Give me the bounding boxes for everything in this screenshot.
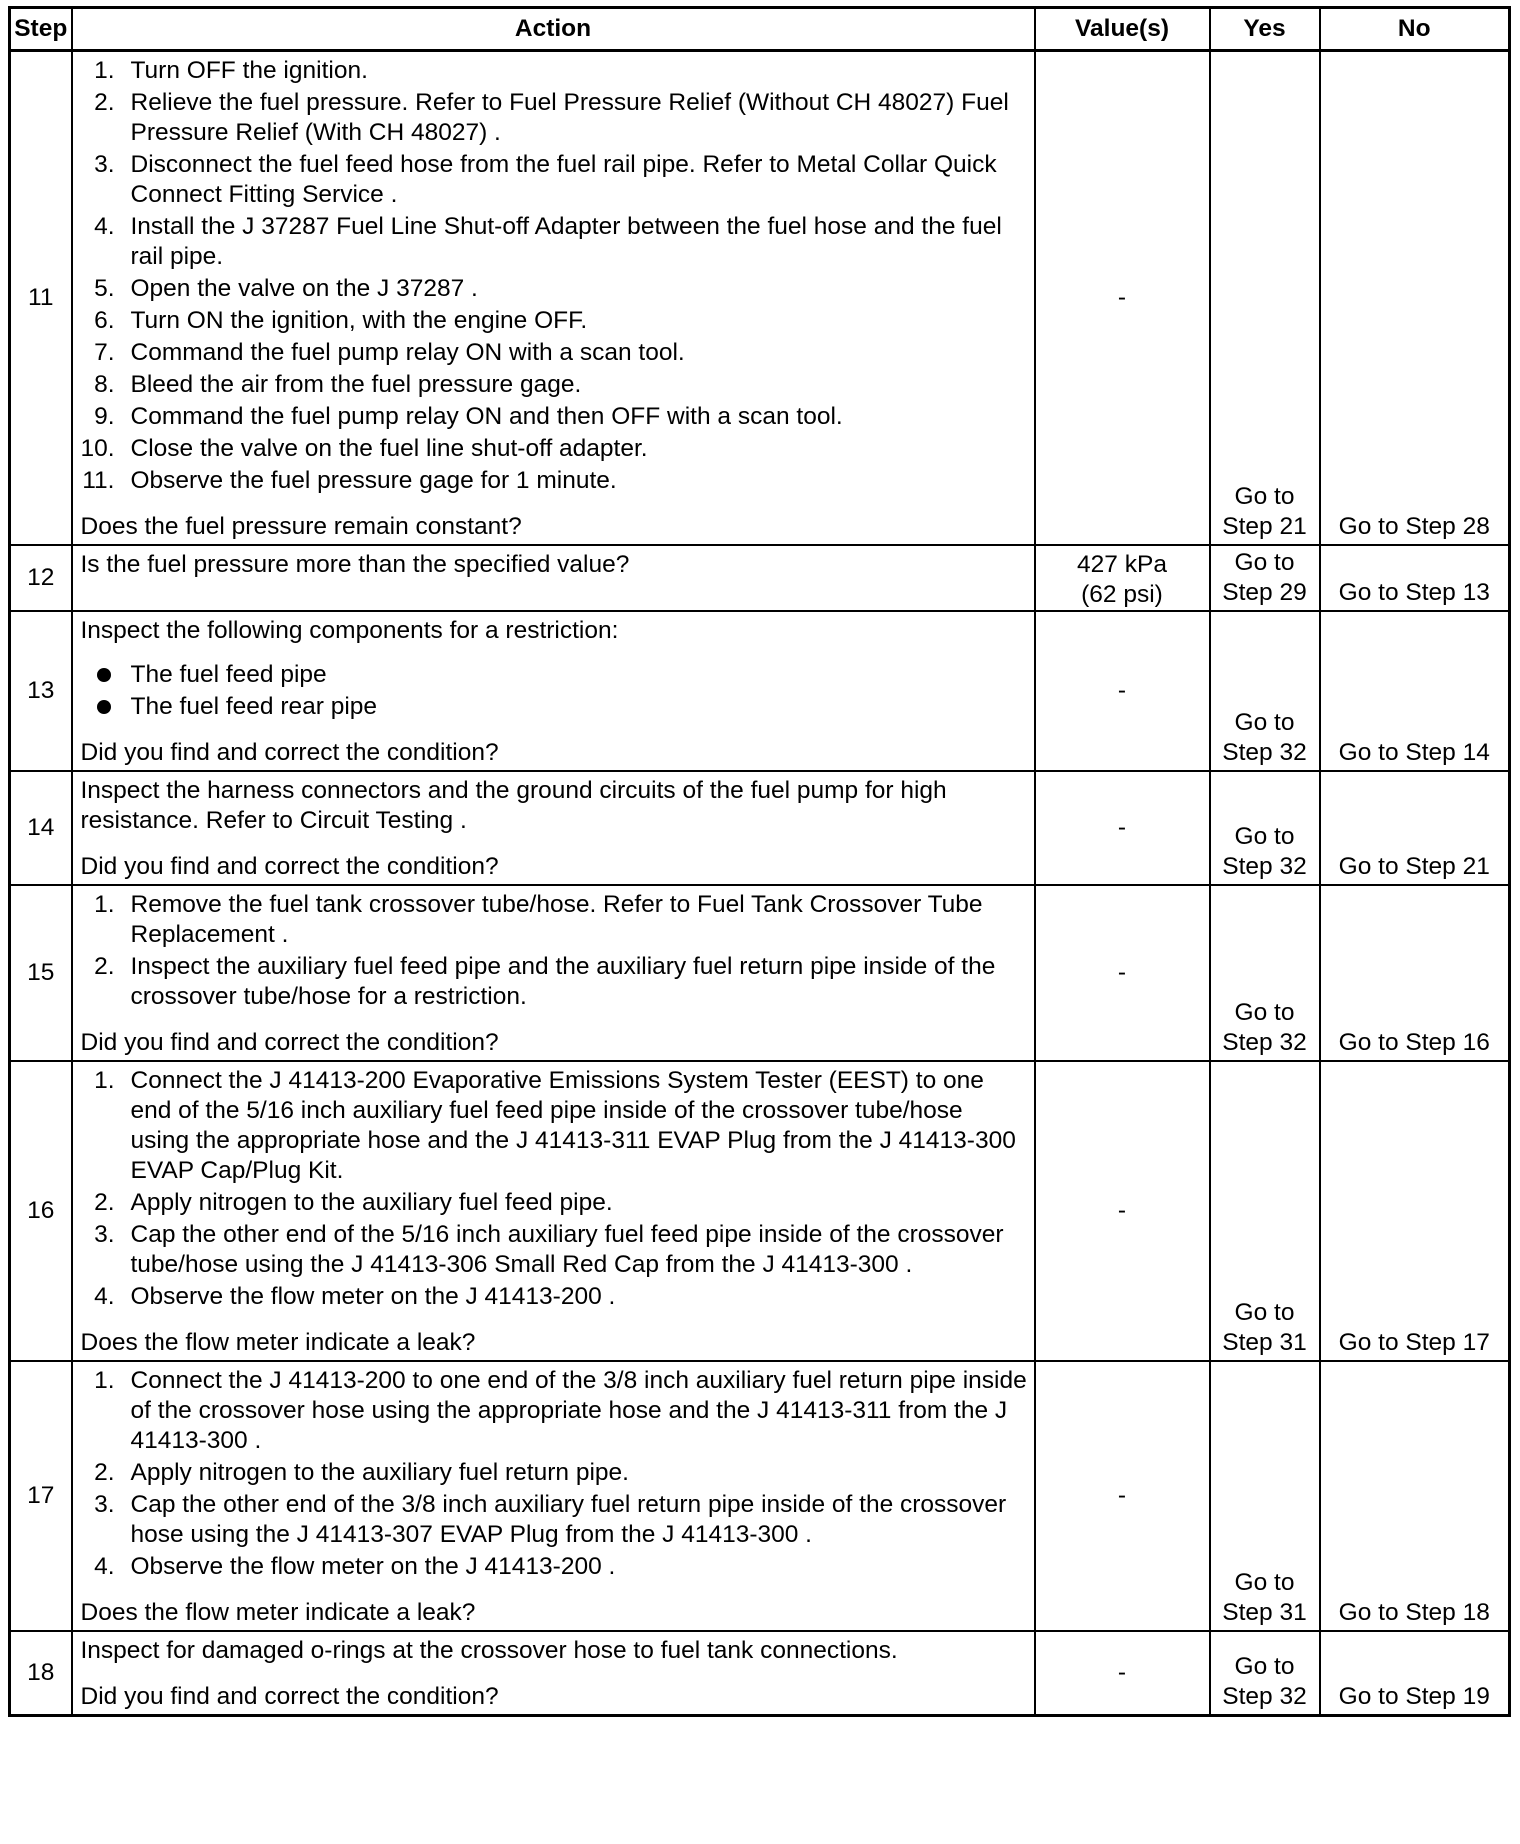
action-cell [72,1631,1035,1716]
table-row [10,771,1510,885]
bullet-icon [97,700,111,714]
question-text: Does the flow meter indicate a leak? [80,1329,476,1356]
step-list [81,1066,1028,1312]
list-item: 4. Install the J 37287 Fuel Line Shut-off Adapter between the fuel hose and the fuel rail pipe. [94,213,1002,270]
yes-cell: Go to Step 31 [1210,1361,1320,1631]
question-text: Is the fuel pressure more than the specified value? [80,551,630,578]
value-cell: - [1035,51,1210,546]
question-text: Did you find and correct the condition? [80,739,499,766]
action-cell [72,1361,1035,1631]
question-text: Did you find and correct the condition? [80,1683,499,1710]
diagnostic-table [8,6,1511,1717]
list-item: 4. Observe the flow meter on the J 41413-200 . [94,1283,616,1310]
question-text: Did you find and correct the condition? [80,1029,499,1056]
intro-text: Inspect for damaged o-rings at the crossover hose to fuel tank connections. [80,1637,898,1664]
yes-cell: Go to Step 32 [1210,611,1320,771]
list-item: 1. Connect the J 41413-200 Evaporative Emissions System Tester (EEST) to one end of the 5/16 inch auxiliary fuel feed pipe inside of the crossover tube/hose using the appropriate hose and the J 41413-311 EVAP Plug from the J 41413-300 EVAP Cap/Plug Kit. [94,1067,1016,1184]
no-cell: Go to Step 14 [1320,611,1510,771]
no-cell: Go to Step 17 [1320,1061,1510,1361]
bullet-icon [97,668,111,682]
value-cell: - [1035,611,1210,771]
question-text: Did you find and correct the condition? [80,853,499,880]
list-item: 3. Cap the other end of the 5/16 inch auxiliary fuel feed pipe inside of the crossover tube/hose using the J 41413-306 Small Red Cap from the J 41413-300 . [94,1221,1004,1278]
yes-cell: Go to Step 29 [1210,545,1320,611]
question-text: Does the flow meter indicate a leak? [80,1599,476,1626]
action-cell [72,611,1035,771]
value-cell: - [1035,771,1210,885]
action-cell [72,545,1035,611]
list-item: 1. Connect the J 41413-200 to one end of the 3/8 inch auxiliary fuel return pipe inside of the crossover hose using the appropriate hose and the J 41413-311 from the J 41413-300 . [94,1367,1027,1454]
list-item: 2. Apply nitrogen to the auxiliary fuel feed pipe. [94,1189,613,1216]
action-cell [72,1061,1035,1361]
intro-text: Inspect the following components for a restriction: [80,617,619,644]
step-list [81,890,1028,1012]
question-text: Does the fuel pressure remain constant? [80,513,522,540]
value-cell: - [1035,1061,1210,1361]
list-item: The fuel feed pipe [81,660,1028,690]
table-row [10,545,1510,611]
step-list [81,1366,1028,1582]
table-row [10,1061,1510,1361]
list-item: 3. Cap the other end of the 3/8 inch auxiliary fuel return pipe inside of the crossover hose using the J 41413-307 EVAP Plug from the J 41413-300 . [94,1491,1007,1548]
bullet-list [81,660,1028,722]
diagnostic-table-page [8,6,1508,1717]
intro-text: Inspect the harness connectors and the ground circuits of the fuel pump for high resistance. Refer to Circuit Testing . [80,777,947,834]
no-cell: Go to Step 13 [1320,545,1510,611]
header-step: Step [10,8,72,51]
step-number: 13 [10,611,72,771]
value-cell: - [1035,1631,1210,1716]
table-row [10,1631,1510,1716]
no-cell: Go to Step 16 [1320,885,1510,1061]
list-item: 9. Command the fuel pump relay ON and then OFF with a scan tool. [94,403,843,430]
list-item: The fuel feed rear pipe [81,692,1028,722]
step-number: 16 [10,1061,72,1361]
no-cell: Go to Step 28 [1320,51,1510,546]
step-list [81,56,1028,496]
value-cell: - [1035,1361,1210,1631]
yes-cell: Go to Step 32 [1210,885,1320,1061]
action-cell [72,771,1035,885]
list-item: 2. Inspect the auxiliary fuel feed pipe and the auxiliary fuel return pipe inside of the crossover tube/hose for a restriction. [94,953,996,1010]
table-row [10,51,1510,546]
list-item: 2. Apply nitrogen to the auxiliary fuel return pipe. [94,1459,629,1486]
no-cell: Go to Step 18 [1320,1361,1510,1631]
table-row [10,611,1510,771]
step-number: 15 [10,885,72,1061]
value-cell: 427 kPa (62 psi) [1035,545,1210,611]
step-number: 14 [10,771,72,885]
action-cell [72,51,1035,546]
step-number: 11 [10,51,72,546]
list-item: 8. Bleed the air from the fuel pressure gage. [94,371,582,398]
no-cell: Go to Step 21 [1320,771,1510,885]
no-cell: Go to Step 19 [1320,1631,1510,1716]
header-row [10,8,1510,51]
list-item: 1. Turn OFF the ignition. [94,57,368,84]
list-item: 3. Disconnect the fuel feed hose from the fuel rail pipe. Refer to Metal Collar Quick Connect Fitting Service . [94,151,997,208]
value-cell: - [1035,885,1210,1061]
yes-cell: Go to Step 21 [1210,51,1320,546]
yes-cell: Go to Step 32 [1210,771,1320,885]
header-action: Action [72,8,1035,51]
yes-cell: Go to Step 32 [1210,1631,1320,1716]
header-yes: Yes [1210,8,1320,51]
list-item: 6. Turn ON the ignition, with the engine OFF. [94,307,588,334]
table-row [10,885,1510,1061]
table-row [10,1361,1510,1631]
list-item: 4. Observe the flow meter on the J 41413-200 . [94,1553,616,1580]
step-number: 17 [10,1361,72,1631]
yes-cell: Go to Step 31 [1210,1061,1320,1361]
list-item: 5. Open the valve on the J 37287 . [94,275,478,302]
list-item: 1. Remove the fuel tank crossover tube/hose. Refer to Fuel Tank Crossover Tube Replacement . [94,891,983,948]
action-cell [72,885,1035,1061]
header-no: No [1320,8,1510,51]
step-number: 12 [10,545,72,611]
list-item: 2. Relieve the fuel pressure. Refer to Fuel Pressure Relief (Without CH 48027) Fuel Pressure Relief (With CH 48027) . [94,89,1009,146]
list-item: 11. Observe the fuel pressure gage for 1 minute. [82,467,617,494]
header-value: Value(s) [1035,8,1210,51]
list-item: 7. Command the fuel pump relay ON with a scan tool. [94,339,685,366]
list-item: 10. Close the valve on the fuel line shut-off adapter. [80,435,648,462]
step-number: 18 [10,1631,72,1716]
